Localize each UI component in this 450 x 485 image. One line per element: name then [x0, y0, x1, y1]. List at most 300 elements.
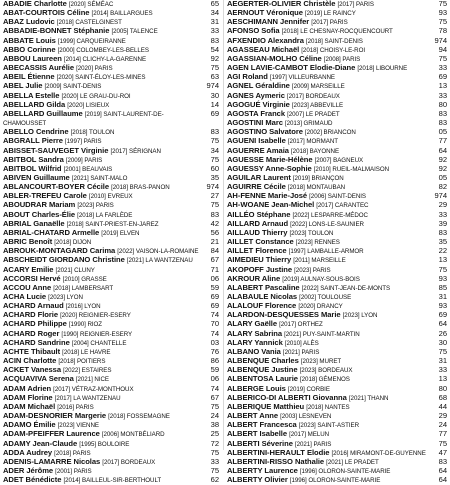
entry-name: AGNEL Géraldine — [227, 81, 290, 91]
entry-name: AGNES Aymeric — [227, 90, 285, 100]
entry-name: ABITBOL Sandra — [3, 154, 64, 164]
entry-department-code: 29 — [438, 411, 447, 421]
entry-department-code: 64 — [438, 319, 447, 329]
entry-department-code: 44 — [438, 401, 447, 411]
entry-department-code: 974 — [206, 182, 219, 192]
entry-name: AKROUR Aline — [227, 273, 281, 283]
entry-name: ALARY Yannick — [227, 337, 283, 347]
entry-name: ADET Bénédicte — [3, 475, 62, 485]
entry-year-city: [2005] TALENCE — [111, 28, 158, 36]
entry-department-code: 83 — [438, 108, 447, 118]
entry-department-code: 67 — [210, 392, 219, 402]
entry-year-city: [2003] LESNEVEN — [280, 413, 332, 421]
entry-department-code: 33 — [210, 456, 219, 466]
entry-department-code: 75 — [210, 447, 219, 457]
entry-department-code: 80 — [438, 383, 447, 393]
entry-name: ADAMY Jean-Claude — [3, 438, 78, 448]
entry-department-code: 42 — [210, 218, 219, 228]
entry-department-code: 74 — [210, 383, 219, 393]
entry-name: AGOSTA Franck — [227, 108, 286, 118]
entry-department-code: 14 — [210, 99, 219, 109]
entry-name: ALBERTI Séverine — [227, 438, 293, 448]
entry-name: ABRIC Benoît — [3, 237, 53, 247]
entry-name: AGOSTINO Salvatore — [227, 127, 303, 137]
entry-year-city: [2021] SAINT-MALO — [71, 174, 128, 182]
entry-name: ACKET Vanessa — [3, 365, 62, 375]
entry-department-code: 30 — [438, 337, 447, 347]
entry-name: AGASSIAN-MOLHO Céline — [227, 53, 322, 63]
entry-name: ADAM Florine — [3, 392, 53, 402]
entry-department-code: 34 — [210, 8, 219, 18]
entry-name: ALBENQUE Justine — [227, 365, 298, 375]
entry-year-city: [2020] SAINT-ÉLOY-LES-MINES — [56, 74, 146, 82]
entry-department-code: 33 — [438, 209, 447, 219]
entry-year-city: [2021] LE PRADET — [326, 458, 379, 466]
entry-name: ABBOU Laureen — [3, 53, 62, 63]
entry-year-city: [2018] LE HAVRE — [62, 348, 111, 356]
entry-department-code: 75 — [438, 346, 447, 356]
entry-name: ALARY Sabrina — [227, 328, 283, 338]
entry-text — [3, 110, 205, 128]
entry-year-city: [2018] MONTAUBAN — [287, 184, 346, 192]
entry-year-city: [2018] LA FARLÈDE — [77, 211, 133, 219]
entry-name: AILLARD Arnaud — [227, 218, 289, 228]
entry-department-code: 27 — [210, 191, 219, 201]
entry-year-city: [2020] SÉMÉAC — [68, 1, 114, 8]
entry-department-code: 92 — [438, 154, 447, 164]
entry-name: ACHA Lucie — [3, 292, 47, 301]
entry-year-city: [2017] MORMANT — [287, 138, 339, 146]
entry-department-code: 74 — [210, 328, 219, 338]
entry-department-code: 47 — [438, 447, 447, 457]
entry-name: ADAM-DESNORIER Margerie — [3, 411, 107, 421]
entry-name: ALBERTINI-RISSO Nathalie — [227, 456, 325, 466]
column-divider — [223, 0, 224, 450]
entry-year-city: [2001] PARIS — [55, 467, 92, 475]
entry-year-city: [2021] PUY-SAINT-MARTIN — [284, 330, 360, 338]
entry-department-code: 26 — [438, 328, 447, 338]
entry-department-code: 63 — [210, 72, 219, 82]
entry-name: AGOGUÉ Virginie — [227, 99, 290, 109]
entry-name: ACHARD Sandrine — [3, 337, 70, 347]
entry-name: ACHARD Philippe — [3, 319, 67, 329]
entry-name: ABELLARD Gilda — [3, 99, 66, 109]
entry-year-city: [2016] PARIS — [57, 403, 94, 411]
entry-year-city: [2020] LISIEUX — [67, 101, 110, 109]
entry-year-city: [1996] OLORON-SAINTE-MARIE — [299, 467, 391, 475]
entry-name: AESCHIMANN Jennifer — [227, 17, 310, 27]
entry-name: ABROUK-MONTAGARD Carima — [3, 246, 116, 256]
entry-name: ABOUT Charles-Élie — [3, 209, 76, 219]
entry-year-city: [2020] PARIS — [76, 65, 113, 73]
entry-year-city: [2018] LE CHESNAY-ROCQUENCOURT — [281, 28, 393, 36]
entry-department-code: 69 — [438, 72, 447, 82]
entry-year-city: [2017] VÉTRAZ-MONTHOUX — [53, 385, 134, 393]
entry-name: ALARY Gaëlle — [227, 319, 278, 329]
entry-year-city: [2018] CASTELGINEST — [56, 19, 122, 27]
entry-name: ADAM-PFEIFFER Laurence — [3, 429, 100, 439]
entry-department-code: 75 — [210, 401, 219, 411]
entry-department-code: 75 — [438, 53, 447, 63]
entry-department-code: 34 — [210, 145, 219, 155]
entry-year-city: [2021] PARIS — [294, 440, 332, 448]
entry-year-city: [2010] EVREUX — [88, 193, 133, 201]
entry-department-code: 974 — [206, 81, 219, 91]
entry-name: AKOPOFF Justine — [227, 264, 293, 274]
entry-department-code: 83 — [438, 118, 447, 128]
entry-year-city: [2018] LIBOURNE — [357, 65, 408, 73]
entry-year-city: [2018] NANTES — [306, 403, 350, 411]
entry-department-code: 84 — [210, 246, 219, 256]
entry-name: ALBENTOSA Laurie — [227, 374, 298, 384]
entry-department-code: 83 — [438, 227, 447, 237]
entry-year-city: [2006] MONTBÉLIARD — [101, 431, 165, 439]
entry-year-city: [1996] OLORON-SAINTE-MARIE — [289, 477, 381, 485]
entry-year-city: [2018] GÉMENOS — [300, 376, 350, 384]
entry-department-code: 93 — [438, 301, 447, 311]
entry-name: ABEL Julie — [3, 81, 43, 91]
entry-year-city: [2019] CORBIE — [287, 385, 330, 393]
entry-year-city: [2010] GRASSE — [62, 275, 107, 283]
entry-department-code: 29 — [438, 200, 447, 210]
entry-department-code: 77 — [438, 136, 447, 146]
entry-department-code: 59 — [210, 365, 219, 375]
entry-department-code: 33 — [438, 90, 447, 100]
entry-name: AGUIRRE Cécile — [227, 182, 286, 192]
entry-department-code: 31 — [438, 356, 447, 366]
entry-department-code: 62 — [210, 475, 219, 485]
entry-department-code: 71 — [210, 264, 219, 274]
entry-name: ALBERTY Olivier — [227, 475, 288, 485]
entry-year-city: [2009] PARIS — [65, 156, 103, 164]
entry-name: ABRIAL-CHATARD Armelle — [3, 227, 100, 237]
entry-name: AGI Roland — [227, 72, 268, 82]
entry-year-city: [2010] RUEIL-MALMAISON — [313, 165, 390, 173]
entry-year-city: [2018] FOSSEMAGNE — [108, 413, 170, 421]
entry-year-city: [2009] SAINT-DENIS — [44, 83, 102, 91]
entry-name: AILLÉO Stéphane — [227, 209, 291, 219]
entry-year-city: [2022] VAISON-LA-ROMAINE — [117, 248, 199, 256]
entry-department-code: 974 — [434, 35, 447, 45]
entry-department-code: 13 — [438, 374, 447, 384]
entry-name: ADAMO Émilie — [3, 420, 56, 430]
entry-name: AILLAUD Thierry — [227, 227, 288, 237]
entry-text — [3, 476, 205, 485]
entry-name: AILLET Florence — [227, 246, 287, 256]
entry-year-city: [2023] ABBEVILLE — [291, 101, 344, 109]
entry-name: ABELLARD Guillaume — [3, 108, 83, 118]
entry-year-city: [2023] RENNES — [295, 239, 340, 247]
entry-year-city: [2019] ELVEN — [101, 229, 140, 237]
entry-year-city: [2014] CLICHY-LA-GARENNE — [63, 55, 147, 63]
entry-year-city: [2016] MIRAMONT-DE-GUYENNE — [331, 449, 426, 457]
entry-department-code: 92 — [438, 163, 447, 173]
entry-year-city: [2017] BORDEAUX — [286, 92, 340, 100]
entry-year-city: [1997] PARIS — [65, 138, 102, 146]
entry-year-city: [2006] SAINT-DENIS — [309, 193, 367, 201]
entry-year-city: [1990] REIGNIER-ESERY — [61, 330, 133, 338]
entry-department-code: 65 — [210, 0, 219, 8]
entry-name: ABAT-COURTOIS Céline — [3, 8, 90, 18]
entry-year-city: [2022] ESTAIRES — [63, 367, 112, 375]
directory-column-left — [3, 0, 219, 485]
entry-name: ABLANCOURT-BOYER Cécile — [3, 182, 110, 192]
entry-year-city: [2018] CHOISY-LE-ROI — [301, 46, 366, 54]
entry-department-code: 82 — [438, 182, 447, 192]
entry-department-code: 35 — [438, 237, 447, 247]
entry-department-code: 94 — [438, 44, 447, 54]
entry-department-code: 24 — [438, 420, 447, 430]
entry-year-city: [2021] PARIS — [282, 348, 320, 356]
entry-department-code: 06 — [210, 273, 219, 283]
entry-name: ALBERTINI-HERAULT Elodie — [227, 447, 330, 457]
entry-name: ALALOUF Florence — [227, 301, 297, 311]
entry-name: ACHARD Arnaud — [3, 301, 64, 311]
entry-department-code: 74 — [210, 310, 219, 320]
entry-year-city: [2023] VIENNE — [57, 422, 99, 430]
entry-year-city: [2018] SAINT-PRIEST-EN-JAREZ — [66, 220, 159, 228]
entry-name: AGUILAR Laurent — [227, 172, 291, 182]
entry-department-code: 54 — [210, 44, 219, 54]
entry-year-city: [2017] PARIS — [311, 19, 348, 27]
entry-year-city: [2023] TOULON — [289, 229, 334, 237]
entry-department-code: 05 — [438, 172, 447, 182]
entry-department-code: 69 — [210, 301, 219, 311]
entry-department-code: 83 — [210, 127, 219, 137]
entry-name: AILLET Constance — [227, 237, 294, 247]
entry-department-code: 75 — [438, 438, 447, 448]
entry-name: ADAM Michaël — [3, 401, 56, 411]
entry-year-city: [2021] NICE — [75, 376, 110, 384]
entry-name: AH-FENNE Marie-José — [227, 191, 308, 201]
entry-year-city: [2017] MELUN — [289, 431, 330, 439]
entry-year-city: [2007] BAGNEUX — [314, 156, 364, 164]
entry-year-city: [2000] COLOMBEY-LES-BELLES — [57, 46, 149, 54]
entry-year-city: [2023] SAINT-ASTIER — [298, 422, 360, 430]
entry-year-city: [2022] SAINT-JEAN-DE-MONTS — [301, 284, 391, 292]
entry-name: ABAZ Ludovic — [3, 17, 55, 27]
entry-year-city: [2023] BORDEAUX — [299, 367, 353, 375]
entry-department-code: 75 — [210, 63, 219, 73]
entry-department-code: 05 — [438, 127, 447, 137]
entry-year-city: [1997] VILLEURBANNE — [269, 74, 335, 82]
entry-year-city: [2020] REIGNIER-ESERY — [60, 312, 131, 320]
entry-department-code: 64 — [438, 475, 447, 485]
entry-department-code: 72 — [210, 438, 219, 448]
entry-name: ADAM Adrien — [3, 383, 52, 393]
entry-year-city: [1995] BOULOIRE — [79, 440, 130, 448]
entry-name: AIMEDIEU Thierry — [227, 255, 292, 265]
entry-name: ABEIL Étienne — [3, 72, 55, 82]
entry-department-code: 33 — [438, 63, 447, 73]
entry-year-city: [2023] LYON — [48, 294, 83, 301]
entry-year-city: [2023] LYON — [342, 312, 378, 320]
entry-name: AGUERRE Amaia — [227, 145, 289, 155]
entry-department-code: 35 — [210, 172, 219, 182]
entry-year-city: [2017] ORTHEZ — [279, 321, 323, 329]
entry-name: ABELLO Cendrine — [3, 127, 69, 137]
entry-department-code: 974 — [434, 191, 447, 201]
entry-department-code: 86 — [210, 356, 219, 366]
entry-department-code: 06 — [210, 374, 219, 384]
directory-entry — [3, 110, 219, 128]
entry-department-code: 39 — [438, 218, 447, 228]
entry-department-code: 21 — [210, 237, 219, 247]
entry-department-code: 25 — [210, 429, 219, 439]
entry-year-city: [2023] PARIS — [77, 202, 114, 210]
entry-name: ALBERT Anne — [227, 411, 279, 421]
entry-year-city: [2018] BRAS-PANON — [111, 184, 170, 192]
entry-name: ACCORSI Hervé — [3, 273, 61, 283]
entry-name: AFONSO Sofia — [227, 26, 280, 36]
entry-department-code: 59 — [210, 282, 219, 292]
entry-year-city: [1997] LAMBALLE-ARMOR — [288, 248, 364, 256]
entry-name: ABGRALL Pierre — [3, 136, 63, 146]
directory-column-right — [227, 0, 447, 485]
entry-department-code: 64 — [438, 465, 447, 475]
entry-year-city: [2021] CLUNY — [55, 266, 95, 274]
entry-department-code: 69 — [438, 310, 447, 320]
entry-department-code: 83 — [438, 456, 447, 466]
entry-name: AGEN LAVIE-CAMBOT Elodie-Diane — [227, 63, 356, 73]
entry-department-code: 70 — [210, 319, 219, 329]
entry-department-code: 75 — [210, 136, 219, 146]
entry-department-code: 75 — [210, 154, 219, 164]
entry-year-city: [2017] CARANTEC — [316, 202, 369, 210]
entry-year-city: [2013] GRIMAUD — [284, 120, 333, 128]
entry-department-code: 77 — [438, 429, 447, 439]
entry-year-city: [2019] AULNAY-SOUS-BOIS — [282, 275, 360, 283]
entry-year-city: [2014] BAILLEUL-SIR-BERTHOULT — [63, 477, 162, 485]
entry-department-code: 31 — [210, 17, 219, 27]
entry-year-city: [1999] CARQUEIRANNE — [57, 37, 126, 45]
entry-year-city: [2022] LONS-LE-SAUNIER — [290, 220, 364, 228]
entry-department-code: 93 — [438, 8, 447, 18]
entry-name: ABBADIE-BONNET Stéphanie — [3, 26, 110, 36]
entry-department-code: 03 — [210, 337, 219, 347]
entry-name: ALBERIQUE Matthieu — [227, 401, 305, 411]
entry-year-city: [2018] DIJON — [54, 239, 92, 247]
entry-name: ALBENQUE Charles — [227, 356, 299, 366]
entry-year-city: [2002] TOULOUSE — [299, 294, 352, 301]
entry-name: ADER Jérôme — [3, 465, 54, 475]
entry-department-code: 69 — [210, 292, 219, 301]
entry-name: ACARY Emilie — [3, 264, 54, 274]
entry-department-code: 93 — [438, 273, 447, 283]
entry-name: AH-WOANE Jean-Michel — [227, 200, 315, 210]
entry-year-city: [2017] LA WANTZENAU — [54, 394, 121, 402]
entry-name: AGOSTINI Marc — [227, 118, 283, 128]
entry-department-code: 33 — [438, 365, 447, 375]
entry-department-code: 22 — [438, 246, 447, 256]
entry-department-code: 33 — [210, 26, 219, 36]
entry-name: ALBERT Isabelle — [227, 429, 288, 439]
entry-year-city: [2021] LA WANTZENAU — [126, 257, 193, 265]
entry-department-code: 24 — [210, 411, 219, 421]
entry-name: ABISSET-SAUVEGET Virginie — [3, 145, 109, 155]
entry-year-city: [2023] MURET — [300, 358, 342, 366]
entry-year-city: [2021] THANN — [348, 394, 389, 402]
entry-name: ABSCHEIDT GIORDANO Christine — [3, 255, 125, 265]
entry-department-code: 13 — [438, 81, 447, 91]
entry-department-code: 75 — [210, 200, 219, 210]
entry-department-code: 68 — [438, 392, 447, 402]
entry-name: ACHARD Florie — [3, 310, 59, 320]
entry-year-city: [2002] BRIANCON — [304, 129, 356, 137]
entry-name: AGUESSY Anne-Sophie — [227, 163, 312, 173]
entry-name: ADENIS-LAMARRE Nicolas — [3, 456, 101, 466]
entry-name: AGASSEAU Michaël — [227, 44, 300, 54]
entry-department-code: 75 — [438, 17, 447, 27]
entry-name: AEGERTER-OLIVIER Christèle — [227, 0, 336, 8]
directory-entry — [227, 476, 447, 485]
entry-year-city: [2018] BAYONNE — [291, 147, 340, 155]
entry-year-city: [2016] LYON — [65, 303, 101, 311]
entry-name: ACHARD Roger — [3, 328, 60, 338]
entry-name: ABECASSIS Aurélie — [3, 63, 75, 73]
entry-name: ACHTE Thibault — [3, 346, 61, 356]
entry-year-city: [2019] LE RAINCY — [305, 10, 356, 18]
entry-name: ABIVEN Guillaume — [3, 172, 70, 182]
entry-department-code: 60 — [210, 163, 219, 173]
entry-name: ALBERICO-DI ALBERTI Giovanna — [227, 392, 347, 402]
entry-year-city: [2008] PARIS — [323, 55, 361, 63]
entry-year-city: [2017] BORDEAUX — [102, 458, 156, 466]
entry-year-city: [2020] DRANCY — [298, 303, 343, 311]
entry-name: AGUESSE Marie-Hélène — [227, 154, 313, 164]
entry-name: AERNOUT Véronique — [227, 8, 303, 18]
entry-department-code: 83 — [210, 209, 219, 219]
entry-department-code: 56 — [210, 227, 219, 237]
entry-department-code: 78 — [438, 26, 447, 36]
entry-department-code: 64 — [438, 145, 447, 155]
entry-text — [227, 476, 433, 485]
entry-year-city: [2018] TOULON — [70, 129, 115, 137]
entry-department-code: 83 — [210, 35, 219, 45]
entry-department-code: 67 — [210, 255, 219, 265]
entry-name: ALABERT Pascaline — [227, 282, 300, 292]
entry-name: ABRIAL Ganaëlle — [3, 218, 65, 228]
entry-department-code: 13 — [438, 255, 447, 265]
entry-name: ADDA Audrey — [3, 447, 53, 457]
entry-year-city: [2020] LE GRAU-DU-ROI — [61, 92, 131, 100]
entry-name: ALBERT Francesca — [227, 420, 297, 430]
entry-department-code: 38 — [210, 420, 219, 430]
entry-name: ACIN Charlotte — [3, 356, 57, 366]
entry-name: ALBERGE Louis — [227, 383, 286, 393]
entry-name: ABLER-TREFEU Carole — [3, 191, 87, 201]
entry-department-code: 92 — [210, 53, 219, 63]
entry-year-city: [2014] BAILLARGUES — [91, 10, 153, 18]
entry-department-code: 30 — [210, 90, 219, 100]
entry-year-city: [2009] MARSEILLE — [291, 83, 345, 91]
entry-name: AGUENI Isabelle — [227, 136, 286, 146]
entry-year-city: [2018] LAMBERSART — [53, 284, 114, 292]
entry-name: ACQUAVIVA Serena — [3, 374, 74, 384]
entry-year-city: [2018] SAINT-DENIS — [305, 37, 363, 45]
entry-name: ALABAULE Nicolas — [227, 292, 298, 301]
directory-entry — [3, 476, 219, 485]
entry-department-code: 80 — [438, 99, 447, 109]
entry-name: AFXENDIO Alexandra — [227, 35, 304, 45]
entry-year-city: [2018] POITIERS — [58, 358, 106, 366]
entry-year-city: [2023] PARIS — [294, 266, 331, 274]
entry-department-code: 76 — [210, 346, 219, 356]
entry-year-city: [2017] SÉRIGNAN — [110, 147, 161, 155]
entry-department-code: 69 — [210, 108, 219, 118]
entry-name: ALBERTY Laurence — [227, 465, 298, 475]
entry-year-city: [2010] ALÈS — [284, 339, 319, 347]
